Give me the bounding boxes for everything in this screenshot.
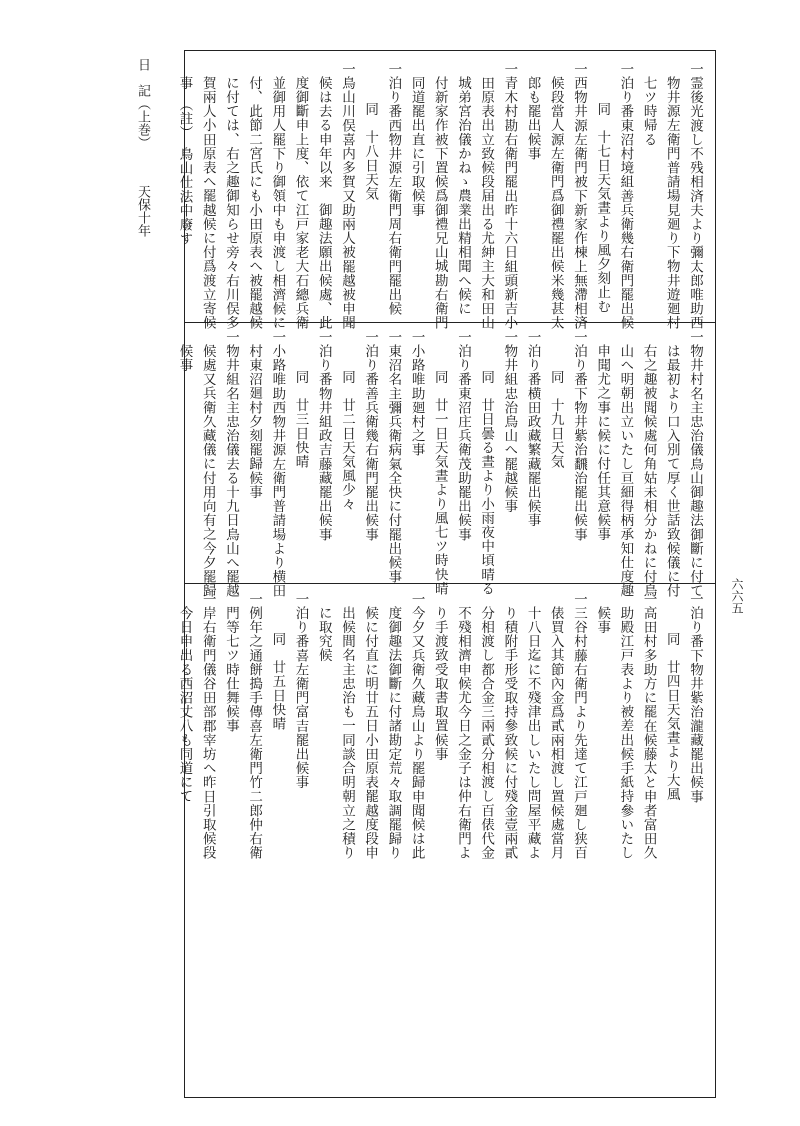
text-column: 山へ明朝出立いたし亘細得柄承知仕度趣 [617,344,634,598]
text-column: 田原表出立致候段届出る尤紳主大和田山 [478,76,495,330]
text-column: 同道罷出直に引取候事 [408,76,425,217]
text-column: 一三谷村藤右衛門より先達て江戸廻し狭百 [570,592,587,860]
text-column: に取究候 [315,606,332,663]
text-column: 一泊り番東沼村境組善兵衛幾右衛門罷出候 [617,62,634,330]
running-head-era: 天保十年 [135,185,150,237]
text-column: 度御斷申上度、依て江戸家老大石總兵衛 [292,76,309,330]
text-column: 村東沼廻村夕刻罷歸候事 [246,344,263,500]
text-column: 同 廿二日天気風少々 [338,370,355,511]
text-column: 同 十八日天気 [362,102,379,201]
text-column: り手渡致受取書取置候事 [431,606,448,762]
text-column: 付新家作被下置候爲御禮兄山城勘右衛門 [431,76,448,330]
text-column: 同 廿五日快晴 [269,632,286,731]
text-column: り積附手形受取持參致候に付殘金壹兩貳 [501,606,518,860]
text-column: 一物井村名主忠治儀鳥山御趣法御斷に付て [687,330,703,598]
text-column: 一泊り番下物井紫治飜治罷出候事 [570,330,587,542]
running-head [120,58,152,578]
text-column: 一物井組忠治鳥山へ罷越候事 [501,330,518,514]
text-column: 一青木村勘右衛門罷出昨十六日組頭新吉小 [501,62,518,330]
text-column: 同 廿日曇る晝より小雨夜中頃晴る [478,370,495,596]
text-column: 同 廿四日天気晝より大風 [663,632,680,802]
text-column: 助殿江戸表より被差出候手紙持參いたし [617,606,634,860]
text-column: 同 十九日天気 [547,370,564,469]
text-column: 一高田村多助方に罷在候藤太と申者富田久 [640,592,657,860]
text-column: 事 （註） 鳥山仕法中廢す [176,76,193,246]
text-column: 俵買入其節內金爲貳兩相渡し置候處當月 [547,606,564,860]
text-column: 不殘相濟申候尤今日之金子は仲右衛門よ [454,606,471,860]
text-column: 度御趣法御斷に付諸勘定荒々取調罷歸り [385,606,402,860]
text-column: 同 廿一日天気晝より風七ツ時快晴 [431,370,448,596]
text-column: 一小路唯助西物井源左衛門普請場より横田 [269,330,286,598]
text-column: 候處又兵衛久藏儀に付用向有之今夕罷歸 [199,344,216,598]
text-column: 一霊後光渡し不残相済夫より彌太郎唯助西 [687,62,703,330]
text-section-middle [176,330,706,598]
text-column: 一泊り番善兵衛幾右衛門罷出候事 [362,330,379,542]
text-column: 並御用人罷下り御領中も申渡し相濟候に [269,76,286,330]
text-column: 一小路唯助廻村之事 [408,330,425,457]
running-head-title: 日 記（上巻） [135,58,150,149]
text-column: 一鳥山川俣喜内多賀又助兩人被罷越被申聞 [338,62,355,330]
text-column: 同 廿三日快晴 [292,370,309,469]
text-column: 候は去る申年以来 御趣法願出候處、此 [315,76,332,330]
text-column: 一泊り番横田政藏繁藏罷出候事 [524,330,541,528]
text-column: 一泊り番西物井源左衛門周右衛門罷出候 [385,62,402,316]
text-column: 門等七ツ時仕舞候事 [222,606,239,733]
text-column: 今日申出る西沼丈八も同道にて [176,606,193,804]
text-column: 候事 [594,606,611,635]
text-column: 一泊り番東沼庄兵衛茂助罷出候事 [454,330,471,542]
text-column: 出候間名主忠治も一同談合明朝立之積り [338,606,355,860]
text-column: 七ツ時帰る [640,76,657,147]
text-column: 候事 [176,344,193,373]
text-column: 候に付直に明廿五日小田原表罷越度段申 [362,606,379,860]
text-column: 物井源左衛門普請場見廻り下物井遊廻村 [663,76,680,330]
text-column: 申聞尤之事に候に付任其意候事 [594,344,611,542]
text-column: 一東沼名主彌兵衛病氣全快に付罷出候事 [385,330,402,584]
page-number: 六六五 [730,578,744,614]
text-column: 候段當人源左衛門爲御禮罷出候米幾甚太 [547,76,564,330]
text-section-lower [176,592,706,1092]
text-column: 右之趣被聞候處何角姑未相分かねに付鳥 [640,344,657,598]
text-column: 分相渡し都合金三兩貳分相渡し百俵代金 [478,606,495,860]
text-column: は最初より口入別て厚く世話致候儀に付 [663,344,680,598]
text-column: に付ては、右之趣御知らせ旁々右川俣多 [222,76,239,330]
text-column: 十八日迄に不殘津出しいたし問屋平藏よ [524,606,541,860]
text-column: 一岸右衛門儀谷田部郡宰坊へ昨日引取候段 [199,592,216,860]
text-column: 一物井組名主忠治儀去る十九日鳥山へ罷越 [222,330,239,598]
text-column: 付、此節二宮氏にも小田原表へ被罷越候 [246,76,263,330]
text-column: 一西物井源左衛門被下新家作棟上無滯相済 [570,62,587,330]
text-column: 一泊り番喜左衛門富吉罷出候事 [292,592,309,790]
text-column: 郎も罷出候事 [524,76,541,161]
text-column: 城弟宮治儀かねゝ農業出精相聞へ候に [454,76,471,316]
text-column: 同 十七日天気晝より風夕刻止む [594,102,611,314]
text-column: 賀兩人小田原表へ罷越候に付爲渡立寄候 [199,76,216,330]
text-column: 一泊り番下物井紫治瀧藏罷出候事 [687,592,703,804]
text-column: 一例年之通餅搗手傳喜左衛門竹二郎仲右衛 [246,592,263,860]
text-section-upper [176,62,706,330]
text-column: 一泊り番物井組政吉藤藏罷出候事 [315,330,332,542]
text-column: 一今夕又兵衛久藏鳥山より罷歸申聞候は此 [408,592,425,860]
